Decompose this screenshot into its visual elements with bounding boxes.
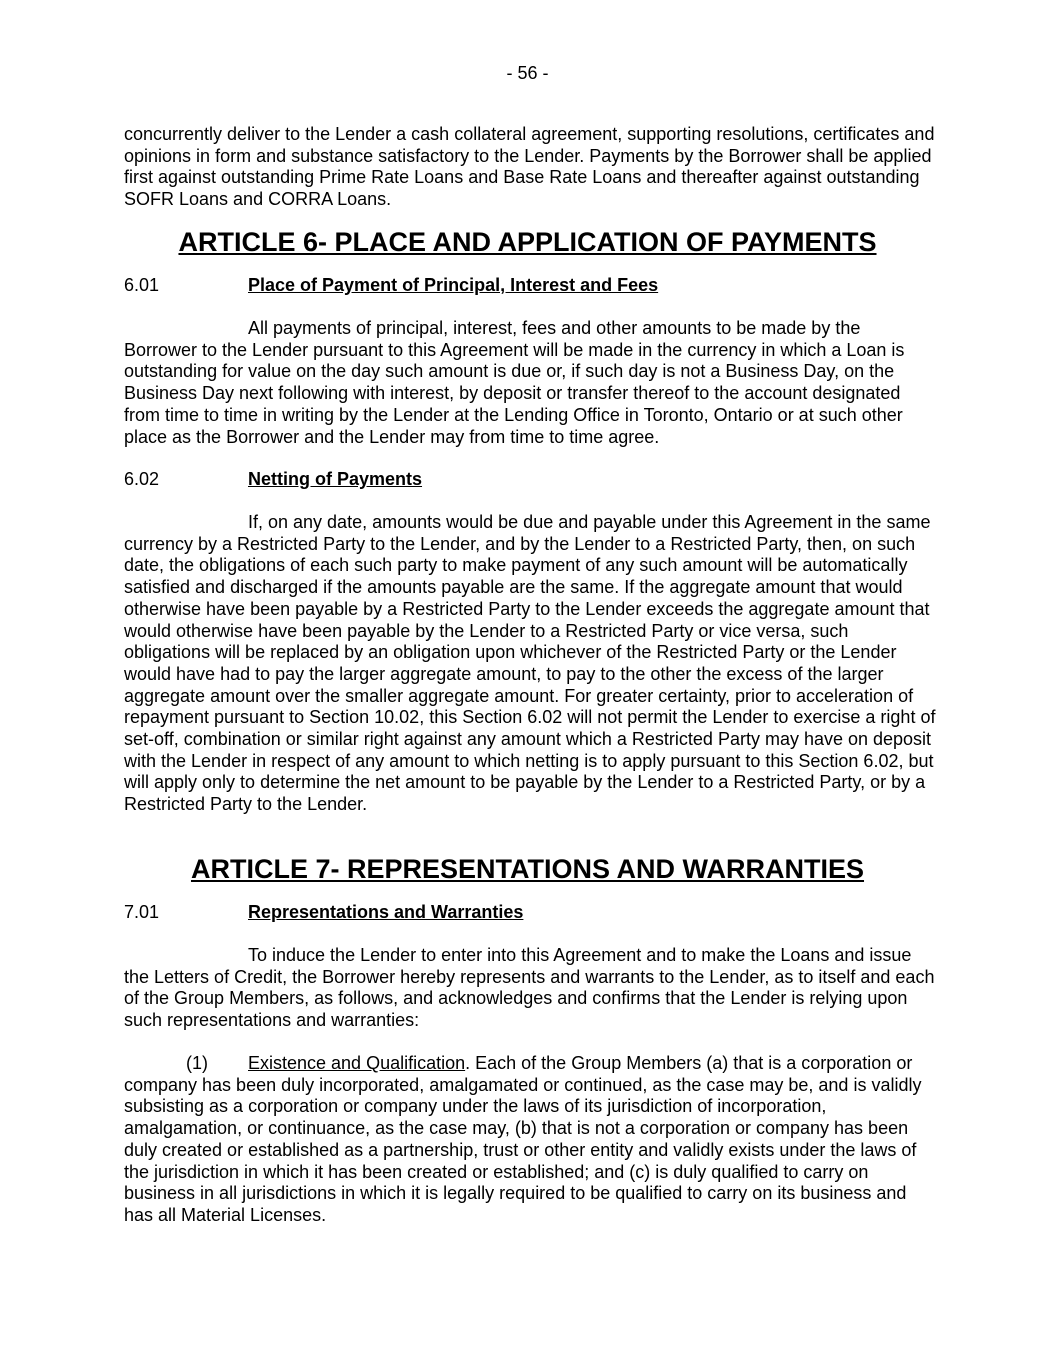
section-title: Representations and Warranties (248, 902, 524, 922)
item-title: Existence and Qualification (248, 1053, 466, 1073)
continuation-paragraph: concurrently deliver to the Lender a cash collateral agreement, supporting resolutions, certificates and opinions in form and substance satisfactory to the Lender. Payments by the Borrower shall be applied first against outstanding Prime Rate Loans and Base Rate Loans and thereafter against outstanding SOFR Loans and CORRA Loans. (124, 124, 935, 210)
section-title: Place of Payment of Principal, Interest and Fees (248, 275, 659, 295)
section-title: Netting of Payments (248, 469, 423, 489)
item-body: . Each of the Group Members (a) that is a corporation or company has been duly incorporated, amalgamated or continued, as the case may be, and is validly subsisting as a corporation or company under the laws of its jurisdiction of incorporation, amalgamation, or continuance, as the case may, (b) that is not a corporation or company has been duly created or established as a partnership, trust or other entity and validly exists under the laws of the jurisdiction in which it has been created or established; and (c) is duly qualified to carry on business in all jurisdictions in which it is legally required to be qualified to carry on its business and has all Material Licenses. (124, 1053, 922, 1225)
section-6-01-body: All payments of principal, interest, fees and other amounts to be made by the Borrower to the Lender pursuant to this Agreement will be made in the currency in which a Loan is outstanding for value on the day such amount is due or, if such day is not a Business Day, on the Business Day next following with interest, by deposit or transfer thereof to the account designated from time to time in writing by the Lender at the Lending Office in Toronto, Ontario or at such other place as the Borrower and the Lender may from time to time agree. (124, 318, 905, 447)
section-number: 7.01 (124, 902, 160, 922)
item-number: (1) (186, 1053, 208, 1073)
section-number: 6.01 (124, 275, 160, 295)
section-7-01-body: To induce the Lender to enter into this Agreement and to make the Loans and issue the Letters of Credit, the Borrower hereby represents and warrants to the Lender, as to itself and each of the Group Members, as follows, and acknowledges and confirms that the Lender is relying upon such representations and warranties: (124, 945, 935, 1031)
article-6-heading: ARTICLE 6- PLACE AND APPLICATION OF PAYMENTS (178, 227, 877, 257)
item-1-paragraph (124, 1053, 937, 1227)
section-6-02-body: If, on any date, amounts would be due and payable under this Agreement in the same currency by a Restricted Party to the Lender, and by the Lender to a Restricted Party, then, on such date, the obligations of each such party to make payment of any such amount will be automatically satisfied and discharged if the amounts payable are the same. If the aggregate amount that would otherwise have been payable by a Restricted Party to the Lender exceeds the aggregate amount that would otherwise have been payable by the Lender to a Restricted Party or vice versa, such obligations will be replaced by an obligation upon whichever of the Restricted Party or the Lender would have had to pay the larger aggregate amount, to pay to the other the excess of the larger aggregate amount over the smaller aggregate amount. For greater certainty, prior to acceleration of repayment pursuant to Section 10.02, this Section 6.02 will not permit the Lender to exercise a right of set-off, combination or similar right against any amount which a Restricted Party may have on deposit with the Lender in respect of any amount to which netting is to apply pursuant to this Section 6.02, but will apply only to determine the net amount to be payable by the Lender to a Restricted Party, or by a Restricted Party to the Lender. (124, 512, 936, 815)
page-number: - 56 - (506, 63, 549, 83)
article-7-heading: ARTICLE 7- REPRESENTATIONS AND WARRANTIES (190, 854, 865, 884)
section-number: 6.02 (124, 469, 160, 489)
